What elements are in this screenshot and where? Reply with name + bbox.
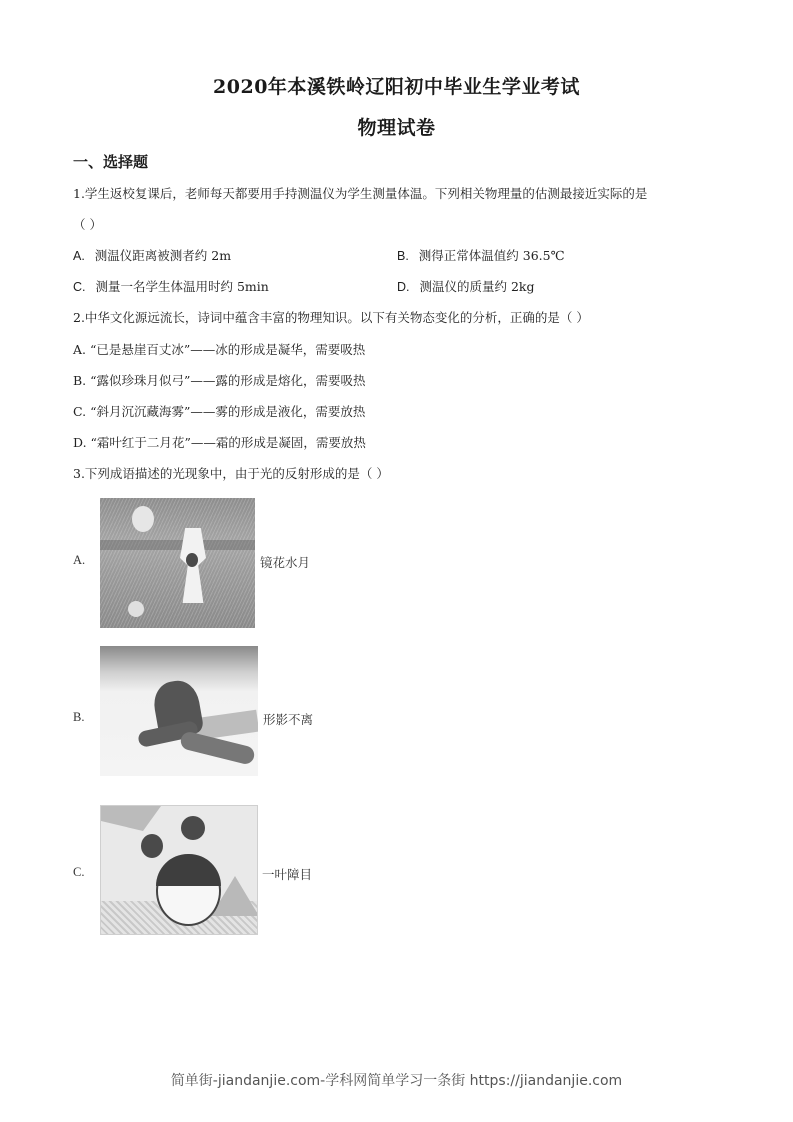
option-text: 测温仪的质量约 2kg	[419, 279, 535, 294]
question-3-option-b-label: B.	[73, 710, 85, 724]
option-text: “斜月沉沉藏海雾”——雾的形成是液化，需要放热	[90, 404, 366, 419]
question-2-option-a	[73, 340, 365, 358]
question-3-stem: 3.下列成语描述的光现象中，由于光的反射形成的是（ ）	[73, 466, 389, 481]
option-label: D.	[397, 280, 410, 294]
question-3-option-b-text: 形影不离	[263, 712, 314, 727]
option-text: “露似珍珠月似弓”——露的形成是熔化，需要吸热	[90, 373, 366, 388]
question-2-option-d	[73, 433, 366, 451]
question-1-stem-blank: （ ）	[73, 217, 102, 232]
question-3-option-c-label: C.	[73, 865, 85, 879]
question-1-stem: 1.学生返校复课后，老师每天都要用手持测温仪为学生测量体温。下列相关物理量的估测最接近实际的是	[73, 186, 648, 201]
question-2-option-b	[73, 371, 365, 389]
sky-shape	[101, 806, 161, 831]
exam-subtitle: 物理试卷	[357, 117, 436, 139]
leaf-shape	[181, 816, 205, 840]
leaf-shape	[141, 834, 163, 858]
option-text: “霜叶红于二月花”——霜的形成是凝固，需要放热	[90, 435, 366, 450]
child-hair-shape	[156, 854, 221, 886]
option-text: 测得正常体温值约 36.5℃	[418, 248, 565, 263]
option-label: A.	[73, 249, 85, 263]
lotus-bud-shape	[186, 553, 198, 567]
question-3-option-a-label: A.	[73, 553, 86, 567]
option-text: 测量一名学生体温用时约 5min	[95, 279, 269, 294]
moon-reflection-icon	[128, 601, 144, 617]
option-label: C.	[73, 404, 87, 419]
question-1-option-a	[73, 246, 231, 264]
question-2-option-c	[73, 402, 365, 420]
option-label: A.	[73, 342, 87, 357]
moon-icon	[132, 506, 154, 532]
option-label: C.	[73, 280, 86, 294]
figure-and-shadow-image	[100, 646, 258, 776]
question-2-stem: 2.中华文化源远流长，诗词中蕴含丰富的物理知识。以下有关物态变化的分析，正确的是（ ）	[73, 310, 589, 325]
option-text: 测温仪距离被测者约 2m	[94, 248, 232, 263]
question-3-option-a-text: 镜花水月	[260, 555, 311, 570]
water-band	[100, 540, 255, 550]
question-1-option-b	[397, 246, 565, 264]
page-footer-watermark: 简单街-jiandanjie.com-学科网简单学习一条街 https://jiandanjie.com	[170, 1073, 623, 1089]
option-label: B.	[397, 249, 409, 263]
leaf-blocking-eye-image	[100, 805, 258, 935]
option-label: D.	[73, 435, 87, 450]
mirror-flower-water-moon-image	[100, 498, 255, 628]
option-text: “已是悬崖百丈冰”——冰的形成是凝华，需要吸热	[90, 342, 366, 357]
exam-title: 2020年本溪铁岭辽阳初中毕业生学业考试	[213, 76, 580, 98]
option-label: B.	[73, 373, 87, 388]
section-heading: 一、选择题	[73, 153, 149, 171]
question-1-option-c	[73, 277, 269, 295]
question-1-option-d	[397, 277, 535, 295]
question-3-option-c-text: 一叶障目	[262, 867, 313, 882]
